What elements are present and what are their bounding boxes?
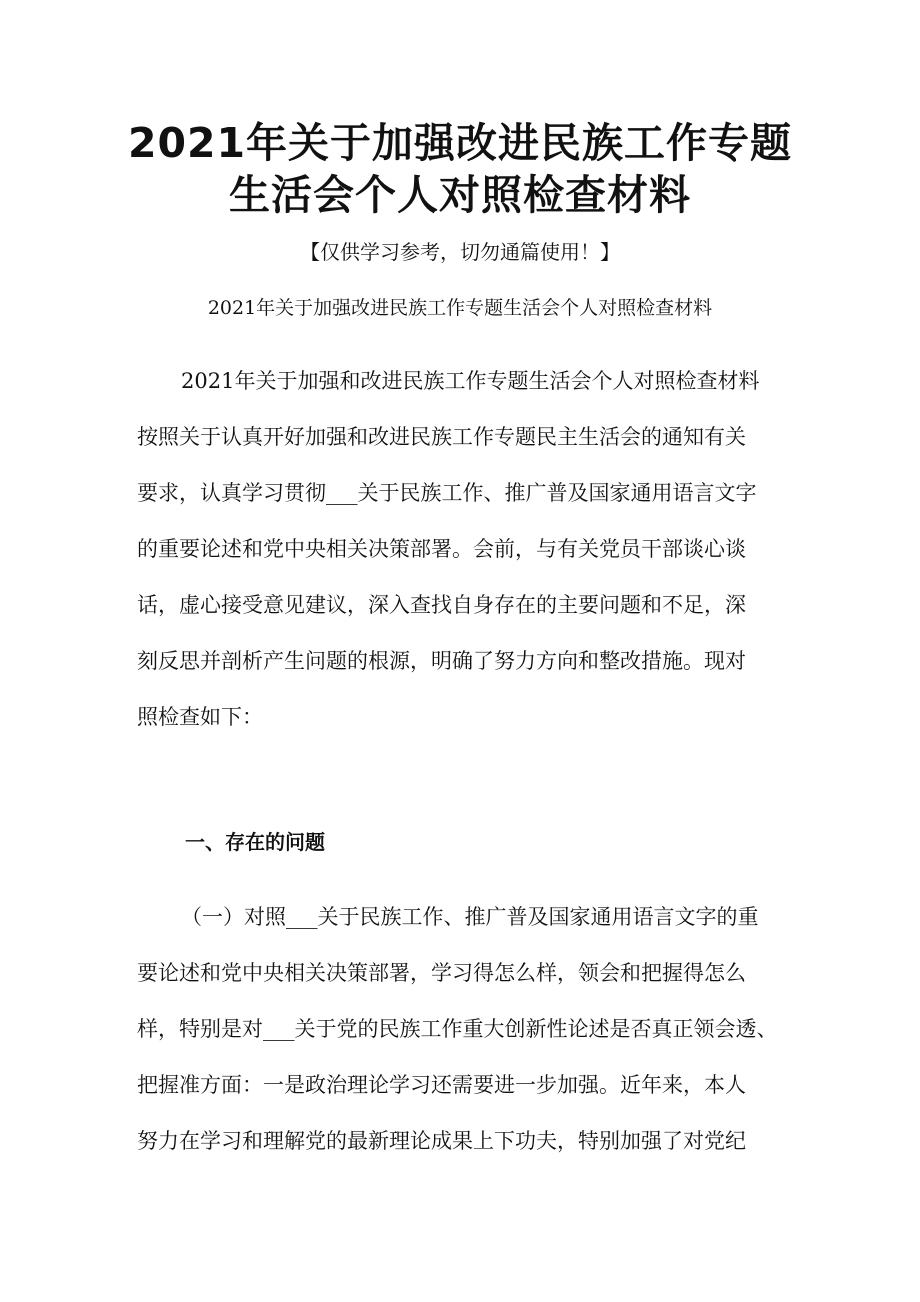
intro-line-text: 刻反思并剖析产生问题的根源，明确了努力方向和整改措施。现对 [137,649,746,673]
document-title-line-1: 2021年关于加强改进民族工作专题 [127,119,793,167]
intro-line-text: 2021年关于加强和改进民族工作专题生活会个人对照检查材料 [181,369,760,393]
section-heading: 一、存在的问题 [185,830,325,854]
usage-notice: 【仅供学习参考，切勿通篇使用！】 [300,240,620,264]
section-line-text: 要论述和党中央相关决策部署，学习得怎么样，领会和把握得怎么 [137,961,746,985]
document-title-line-2: 生活会个人对照检查材料 [229,171,691,219]
intro-line-text: 照检查如下： [137,705,263,729]
intro-line-text: 的重要论述和党中央相关决策部署。会前，与有关党员干部谈心谈 [137,537,746,561]
document-subtitle: 2021年关于加强改进民族工作专题生活会个人对照检查材料 [207,297,713,319]
intro-line-text: 话，虚心接受意见建议，深入查找自身存在的主要问题和不足，深 [137,593,746,617]
section-line-text: 把握准方面：一是政治理论学习还需要进一步加强。近年来，本人 [137,1073,746,1097]
section-line-text: 样，特别是对___关于党的民族工作重大创新性论述是否真正领会透、 [137,1017,778,1041]
intro-line-text: 要求，认真学习贯彻___关于民族工作、推广普及国家通用语言文字 [137,481,757,505]
intro-line-text: 按照关于认真开好加强和改进民族工作专题民主生活会的通知有关 [137,425,746,449]
section-line-text: 努力在学习和理解党的最新理论成果上下功夫，特别加强了对党纪 [137,1129,746,1153]
section-line-text: （一）对照___关于民族工作、推广普及国家通用语言文字的重 [181,905,759,929]
